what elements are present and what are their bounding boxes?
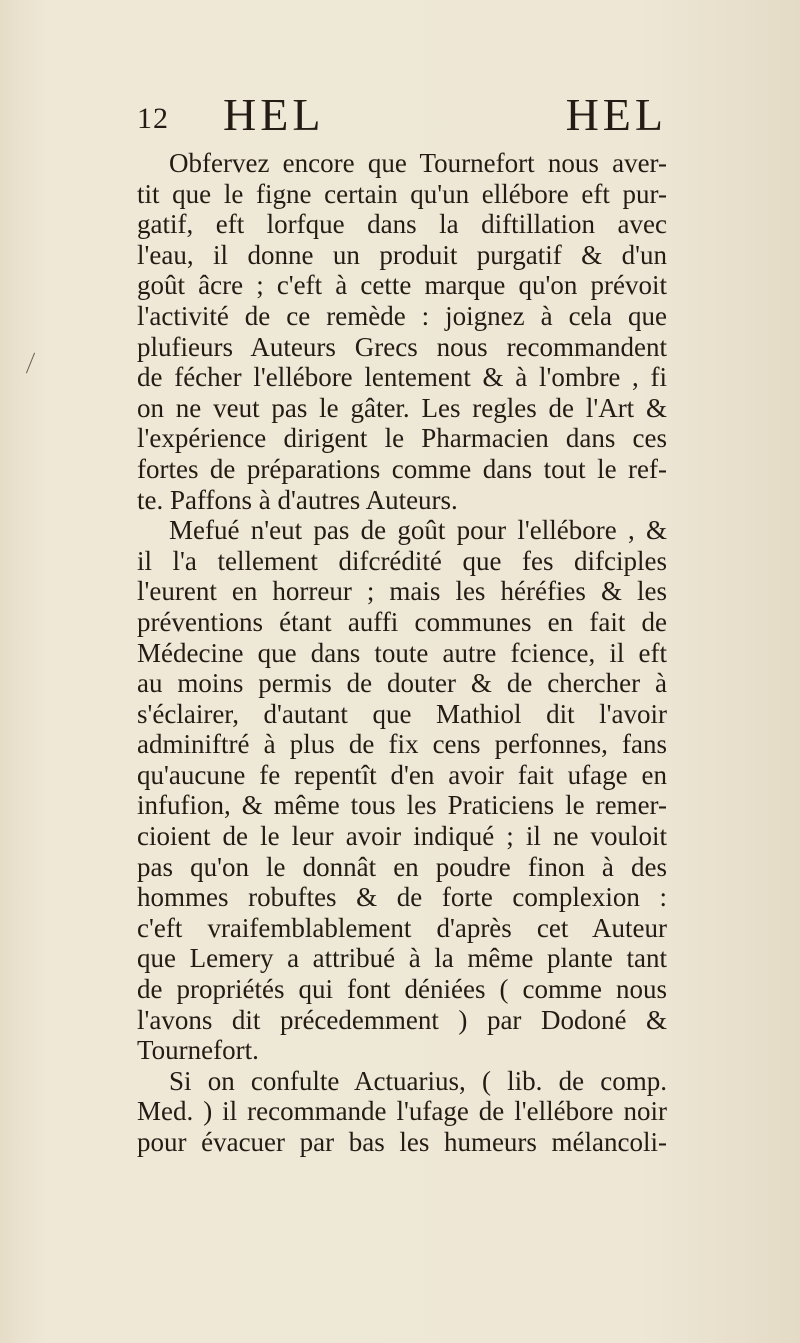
text-line: hommes robuftes & de forte complexion : — [137, 882, 667, 913]
text-line: de propriétés qui font déniées ( comme nous — [137, 974, 667, 1005]
text-line: qu'aucune fe repentît d'en avoir fait ufage en — [137, 759, 667, 790]
margin-mark — [26, 353, 35, 374]
text-line: c'eft vraifemblablement d'après cet Auteur — [137, 912, 667, 943]
running-header — [137, 88, 667, 148]
text-line: tit que le figne certain qu'un ellébore eft pur- — [137, 178, 667, 209]
text-line: que Lemery a attribué à la même plante tant — [137, 943, 667, 974]
header-title-left: HEL — [223, 89, 325, 140]
body-text — [137, 148, 667, 1158]
text-line: Médecine que dans toute autre fcience, il eft — [137, 637, 667, 668]
text-line: Tournefort. — [137, 1035, 259, 1066]
page-number: 12 — [137, 102, 169, 135]
text-line: l'eau, il donne un produit purgatif & d'un — [137, 239, 667, 270]
text-line: l'expérience dirigent le Pharmacien dans ces — [137, 423, 667, 454]
text-line: de fécher l'ellébore lentement & à l'ombre , fi — [137, 362, 667, 393]
text-line: fortes de préparations comme dans tout le ref- — [137, 453, 667, 484]
text-line: l'eurent en horreur ; mais les héréfies & les — [137, 576, 667, 607]
text-line: au moins permis de douter & de chercher à — [137, 668, 667, 699]
text-line: pour évacuer par bas les humeurs mélancoli- — [137, 1127, 667, 1157]
text-line: pas qu'on le donnât en poudre finon à des — [137, 851, 667, 882]
text-line: Med. ) il recommande l'ufage de l'ellébore noir — [137, 1096, 667, 1127]
text-line: plufieurs Auteurs Grecs nous recommandent — [137, 331, 667, 362]
text-line: adminiftré à plus de fix cens perfonnes, fans — [137, 729, 667, 760]
header-title-right: HEL — [565, 89, 667, 140]
text-line: infufion, & même tous les Praticiens le remer- — [137, 790, 667, 821]
text-line: l'activité de ce remède : joignez à cela que — [137, 300, 667, 331]
text-line: Si on confulte Actuarius, ( lib. de comp. — [169, 1065, 667, 1096]
text-line: l'avons dit précedemment ) par Dodoné & — [137, 1004, 667, 1035]
text-line: il l'a tellement difcrédité que fes difciples — [137, 545, 667, 576]
text-line: préventions étant auffi communes en fait de — [137, 606, 667, 637]
text-line: s'éclairer, d'autant que Mathiol dit l'avoir — [137, 698, 667, 729]
text-line: gatif, eft lorfque dans la diftillation avec — [137, 209, 667, 240]
text-line: goût âcre ; c'eft à cette marque qu'on prévoit — [137, 270, 667, 301]
text-line: te. Paffons à d'autres Auteurs. — [137, 484, 458, 515]
text-line: on ne veut pas le gâter. Les regles de l'Art & — [137, 392, 667, 423]
text-line: Obfervez encore que Tournefort nous aver- — [169, 148, 667, 178]
text-line: Mefué n'eut pas de goût pour l'ellébore , & — [169, 515, 667, 546]
text-line: cioient de le leur avoir indiqué ; il ne vouloit — [137, 821, 667, 852]
